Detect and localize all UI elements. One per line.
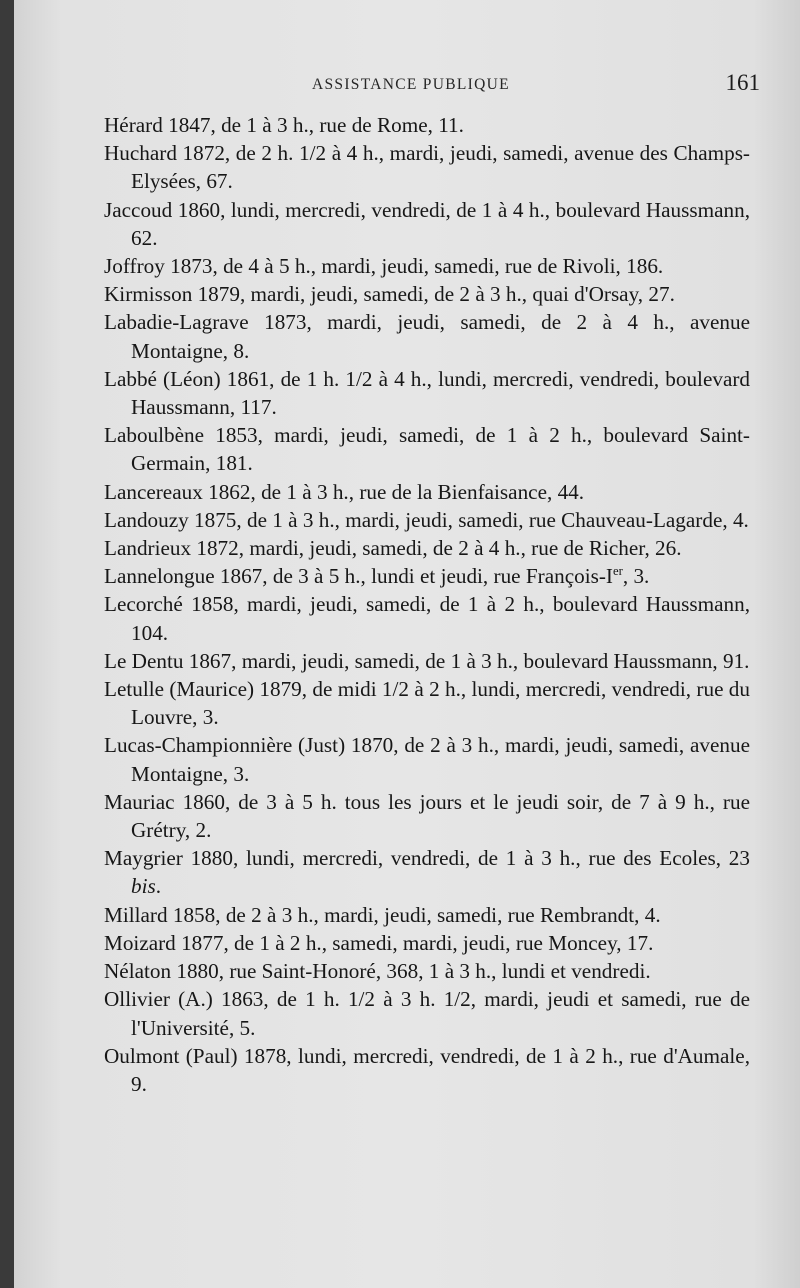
list-item: [104, 731, 750, 787]
entry-text: Hérard 1847, de 1 à 3 h., rue de Rome, 11.: [104, 113, 464, 137]
list-item: [104, 478, 750, 506]
entry-text: Oulmont (Paul) 1878, lundi, mercredi, vendredi, de 1 à 2 h., rue d'Aumale, 9.: [104, 1043, 750, 1096]
list-item: [104, 844, 750, 900]
entry-text: Labbé (Léon) 1861, de 1 h. 1/2 à 4 h., lundi, mercredi, vendredi, boulevard Haussmann, 117.: [104, 366, 750, 420]
list-item: [104, 675, 750, 731]
list-item: [104, 365, 750, 421]
entry-text: Kirmisson 1879, mardi, jeudi, samedi, de 2 à 3 h., quai d'Orsay, 27.: [104, 282, 675, 307]
entry-text: Ollivier (A.) 1863, de 1 h. 1/2 à 3 h. 1/2, mardi, jeudi et samedi, rue de l'Université, 5.: [104, 987, 750, 1040]
list-item: [104, 308, 750, 364]
list-item: [104, 506, 750, 534]
page-number: 161: [725, 70, 760, 95]
list-item: [104, 252, 750, 280]
list-item: [104, 196, 750, 252]
list-item: [104, 788, 750, 844]
list-item: [104, 562, 750, 590]
entry-text: Lecorché 1858, mardi, jeudi, samedi, de 1 à 2 h., boulevard Haussmann, 104.: [104, 592, 750, 645]
book-page: [14, 0, 800, 1288]
directory-list: [104, 111, 750, 1098]
entry-text: Jaccoud 1860, lundi, mercredi, vendredi, de 1 à 4 h., boulevard Haussmann, 62.: [104, 197, 750, 250]
entry-text: Maygrier 1880, lundi, mercredi, vendredi, de 1 à 3 h., rue des Ecoles, 23: [104, 846, 750, 871]
entry-text: Huchard 1872, de 2 h. 1/2 à 4 h., mardi, jeudi, samedi, avenue des Champs-Elysées, 67.: [104, 141, 750, 194]
entry-text: Landrieux 1872, mardi, jeudi, samedi, de 2 à 4 h., rue de Richer, 26.: [104, 536, 682, 561]
entry-text: Labadie-Lagrave 1873, mardi, jeudi, samedi, de 2 à 4 h., avenue Montaigne, 8.: [104, 310, 750, 363]
list-item: [104, 534, 750, 562]
entry-text: Mauriac 1860, de 3 à 5 h. tous les jours et le jeudi soir, de 7 à 9 h., rue Grétry, 2.: [104, 789, 750, 843]
entry-text: Landouzy 1875, de 1 à 3 h., mardi, jeudi, samedi, rue Chauveau-Lagarde, 4.: [104, 507, 749, 532]
entry-superscript: er: [612, 564, 623, 579]
list-item: [104, 985, 750, 1041]
list-item: [104, 929, 750, 957]
entry-text-end: , 3.: [622, 564, 650, 589]
running-title: ASSISTANCE PUBLIQUE: [312, 76, 510, 93]
list-item: [104, 421, 750, 477]
entry-text: Joffroy 1873, de 4 à 5 h., mardi, jeudi, samedi, rue de Rivoli, 186.: [104, 254, 664, 279]
list-item: [104, 139, 750, 195]
list-item: [104, 647, 750, 675]
entry-text: Lancereaux 1862, de 1 à 3 h., rue de la Bienfaisance, 44.: [104, 479, 585, 504]
list-item: [104, 280, 750, 308]
page-header: [14, 72, 800, 102]
entry-text: Letulle (Maurice) 1879, de midi 1/2 à 2 h., lundi, mercredi, vendredi, rue du Louvre, 3.: [104, 677, 750, 730]
entry-text: Nélaton 1880, rue Saint-Honoré, 368, 1 à 3 h., lundi et vendredi.: [104, 959, 651, 984]
entry-text: Moizard 1877, de 1 à 2 h., samedi, mardi, jeudi, rue Moncey, 17.: [104, 930, 654, 955]
entry-text: Le Dentu 1867, mardi, jeudi, samedi, de 1 à 3 h., boulevard Haussmann, 91.: [104, 648, 750, 673]
list-item: [104, 957, 750, 985]
list-item: [104, 1042, 750, 1098]
list-item: [104, 590, 750, 646]
entry-text-end: .: [155, 874, 162, 899]
entry-italic: bis: [131, 874, 156, 899]
entry-text: Laboulbène 1853, mardi, jeudi, samedi, de 1 à 2 h., boulevard Saint-Germain, 181.: [104, 423, 750, 476]
entry-text: Lannelongue 1867, de 3 à 5 h., lundi et jeudi, rue François-I: [104, 564, 613, 589]
entry-text: Millard 1858, de 2 à 3 h., mardi, jeudi, samedi, rue Rembrandt, 4.: [104, 902, 661, 927]
list-item: [104, 111, 750, 139]
entry-text: Lucas-Championnière (Just) 1870, de 2 à 3 h., mardi, jeudi, samedi, avenue Montaigne, 3.: [104, 733, 750, 786]
list-item: [104, 901, 750, 929]
